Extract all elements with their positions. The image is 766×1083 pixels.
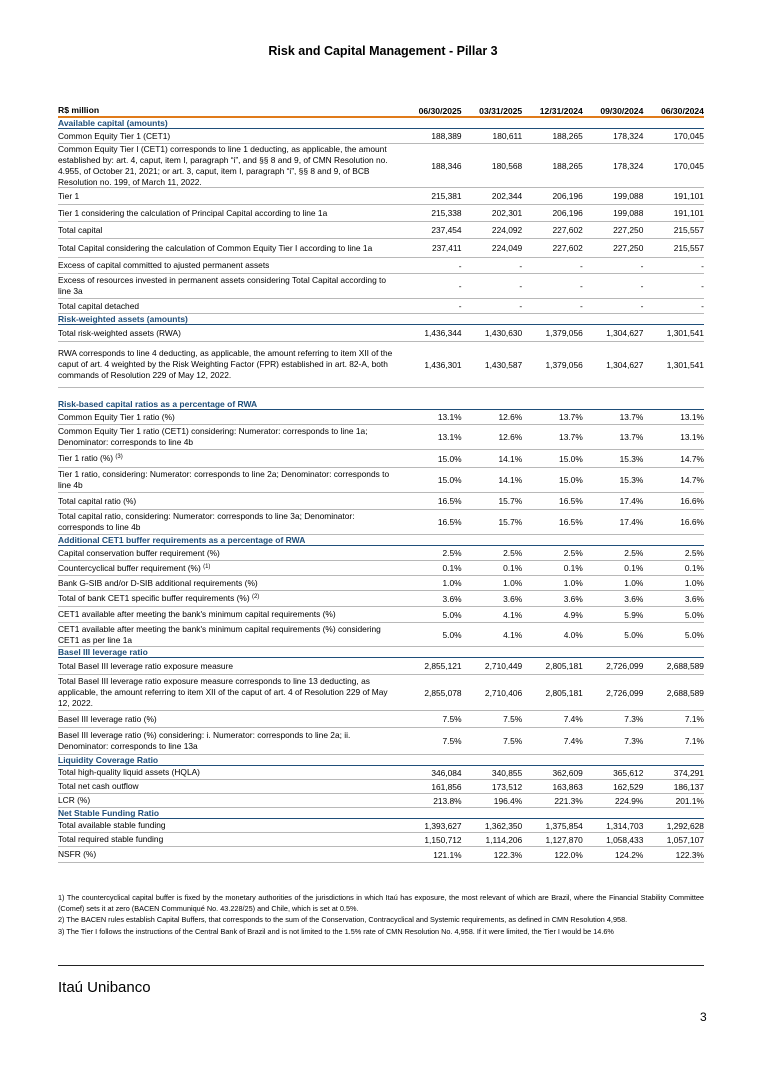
value-cell: 2,855,121 (424, 661, 462, 671)
row-label-text: Total required stable funding (58, 834, 164, 844)
value-cell: 2,688,589 (666, 687, 704, 698)
value-cell: 213.8% (433, 795, 462, 806)
value-cell: 17.4% (619, 496, 644, 506)
value-cell: 1,375,854 (545, 820, 583, 831)
value-cell: 202,301 (491, 208, 523, 218)
row-label-text: Bank G-SIB and/or D-SIB additional requirements (%) (58, 577, 258, 588)
table-row (58, 450, 704, 468)
row-label (58, 661, 401, 672)
value-cell: 16.6% (680, 496, 704, 506)
row-label (58, 348, 401, 381)
value-cell: 188,265 (552, 131, 583, 141)
value-cell: 2,805,181 (545, 661, 583, 671)
row-label (58, 795, 401, 806)
row-label-text: Excess of resources invested in permanent assets considering Total Capital according to line 3a (58, 275, 387, 296)
row-label-text: Common Equity Tier I (CET1) corresponds to line 1 deducting, as applicable, the amount established by: art. 4, caput, item I, paragraph “i”, and §§ 8 and 9, of CMN Resolution no. 4.955, of October 21, 2021; or art. 3, caput, item I, paragraph “i”, §§ 8 and 9, of BCB Resolution no. 199, of March 11, 2022. (58, 143, 388, 187)
value-cell: 215,557 (673, 225, 704, 235)
table-row (58, 833, 704, 847)
value-cell: 5.9% (624, 609, 644, 620)
row-label (58, 191, 401, 202)
value-cell: 227,250 (613, 225, 644, 235)
row-label (58, 131, 401, 142)
value-cell: 7.5% (442, 714, 462, 724)
header-date: 09/30/2024 (600, 106, 644, 116)
row-label-text: Common Equity Tier 1 ratio (%) (58, 411, 175, 422)
row-label (58, 275, 401, 297)
value-cell: 1,436,344 (424, 328, 462, 338)
row-label (58, 301, 401, 312)
value-cell: 15.3% (619, 453, 644, 464)
value-cell: 365,612 (613, 767, 644, 778)
value-cell: 5.0% (684, 629, 704, 640)
row-label-text: Countercyclical buffer requirement (%) (58, 562, 201, 573)
section-header: Liquidity Coverage Ratio (58, 755, 704, 766)
value-cell: 215,557 (673, 243, 704, 253)
value-cell: 224,092 (491, 225, 523, 235)
value-cell: 2,726,099 (606, 661, 644, 671)
section-header: Additional CET1 buffer requirements as a percentage of RWA (58, 535, 704, 546)
value-cell: 227,602 (552, 225, 583, 235)
value-cell: 227,602 (552, 243, 583, 253)
value-cell: 206,196 (552, 191, 583, 201)
footnotes (58, 893, 704, 938)
footnote-ref: (2) (251, 594, 260, 600)
table-row (58, 468, 704, 493)
value-cell: 2,710,449 (484, 661, 523, 671)
value-cell: 1,301,541 (666, 359, 704, 370)
value-cell: 199,088 (613, 208, 644, 218)
value-cell: 14.7% (680, 475, 704, 485)
value-cell: 1,304,627 (606, 359, 644, 370)
table-row (58, 299, 704, 314)
footer-divider (58, 965, 704, 966)
table-row (58, 546, 704, 561)
value-cell: 1,379,056 (545, 328, 583, 338)
value-cell: 1,304,627 (606, 328, 644, 338)
value-cell: 0.1% (624, 563, 644, 573)
value-cell: 199,088 (613, 191, 644, 201)
row-label (58, 609, 401, 620)
value-cell: 7.5% (503, 714, 523, 724)
table-header (58, 101, 704, 118)
value-cell: 15.0% (559, 453, 583, 464)
value-cell: 374,291 (673, 767, 704, 778)
value-cell: 1.0% (503, 578, 523, 588)
table-row (58, 591, 704, 607)
section-header: Risk-based capital ratios as a percentage of RWA (58, 399, 704, 410)
value-cell: 7.3% (624, 714, 644, 724)
value-cell: - (519, 281, 523, 291)
footnote-ref: (1) (203, 563, 211, 570)
table-row (58, 675, 704, 711)
value-cell: 15.0% (437, 475, 462, 485)
row-label (58, 834, 401, 845)
row-label (58, 469, 401, 491)
table-row (58, 794, 704, 808)
row-label-text: Tier 1 ratio (%) (58, 453, 114, 463)
row-label-text: Total high-quality liquid assets (HQLA) (58, 767, 200, 777)
value-cell: 122.0% (554, 849, 583, 860)
row-label-text: Total capital (58, 224, 103, 235)
value-cell: 5.0% (442, 609, 462, 620)
row-label (58, 511, 401, 533)
value-cell: - (579, 281, 583, 291)
row-label-text: Total capital ratio (%) (58, 495, 137, 506)
value-cell: 215,381 (431, 191, 462, 201)
table-row (58, 325, 704, 342)
row-label-text: Basel III leverage ratio (%) considering: i. Numerator: corresponds to line 2a; ii. Denominator: corresponds to line 13a (58, 730, 351, 751)
value-cell: 206,196 (552, 208, 583, 218)
row-label (58, 676, 401, 709)
value-cell: 16.6% (680, 517, 704, 527)
value-cell: 1.0% (442, 578, 462, 588)
value-cell: 224,049 (491, 243, 523, 253)
row-label (58, 225, 401, 236)
row-label (58, 714, 401, 725)
table-row (58, 728, 704, 755)
page-number: 3 (700, 1010, 707, 1024)
table-row (58, 576, 704, 591)
value-cell: 0.1% (442, 563, 462, 573)
value-cell: 188,389 (431, 131, 462, 141)
value-cell: 1,430,630 (484, 328, 523, 338)
value-cell: 202,344 (491, 191, 523, 201)
row-label (58, 453, 401, 464)
value-cell: 3.6% (442, 593, 462, 604)
value-cell: 215,338 (431, 208, 462, 218)
header-date: 06/30/2024 (660, 106, 704, 116)
value-cell: 2.5% (442, 548, 462, 558)
value-cell: 122.3% (675, 849, 704, 860)
value-cell: - (640, 301, 644, 311)
header-date: 12/31/2024 (539, 106, 583, 116)
footnote: 2) The BACEN rules establish Capital Buffers, that corresponds to the sum of the Conservation, Contracyclical and Systemic requirements, as defined in CMN Resolution 4,958. (58, 915, 628, 925)
value-cell: 124.2% (614, 849, 644, 860)
row-label-text: CET1 available after meeting the bank's minimum capital requirements (%) (58, 609, 336, 619)
value-cell: - (640, 281, 644, 291)
value-cell: 1,127,870 (545, 834, 583, 845)
value-cell: 3.6% (503, 593, 523, 604)
row-label (58, 496, 401, 507)
footnote-ref: (3) (115, 454, 123, 460)
table-row (58, 425, 704, 450)
value-cell: 1,292,628 (666, 820, 704, 831)
value-cell: 180,611 (492, 131, 523, 141)
row-label (58, 260, 401, 271)
section-header: Net Stable Funding Ratio (58, 808, 704, 819)
value-cell: 221.3% (554, 795, 583, 806)
value-cell: 170,045 (673, 160, 704, 171)
value-cell: 2.5% (503, 548, 523, 558)
row-label-text: Total Basel III leverage ratio exposure measure (58, 660, 234, 671)
value-cell: 186,137 (673, 781, 704, 792)
section-header: Basel III leverage ratio (58, 647, 704, 658)
value-cell: 2.5% (563, 548, 583, 558)
value-cell: 170,045 (673, 131, 704, 141)
value-cell: 191,101 (673, 208, 704, 218)
value-cell: 4.1% (503, 629, 523, 640)
value-cell: 15.3% (619, 475, 644, 485)
value-cell: 12.6% (498, 412, 523, 422)
row-label-text: Total Basel III leverage ratio exposure measure corresponds to line 13 deducting, as applicable, the amount referring to item XII of the caput of art. 4 of Resolution 229 of May 12, 2022. (58, 676, 388, 708)
row-label-text: Capital conservation buffer requirement (%) (58, 547, 220, 558)
value-cell: 188,346 (431, 160, 462, 171)
row-label (58, 426, 401, 448)
value-cell: 162,529 (613, 781, 644, 792)
row-label (58, 243, 401, 254)
row-label (58, 578, 401, 589)
value-cell: 1,058,433 (606, 834, 644, 845)
row-label (58, 328, 401, 339)
row-label (58, 624, 401, 646)
table-body (58, 118, 704, 863)
value-cell: 16.5% (437, 496, 462, 506)
section-header: Risk-weighted assets (amounts) (58, 314, 704, 325)
value-cell: 1,314,703 (606, 820, 644, 831)
header-date: 06/30/2025 (418, 106, 462, 116)
table-row (58, 342, 704, 388)
table-row (58, 510, 704, 535)
row-label-text: Total capital ratio, considering: Numerator: corresponds to line 3a; Denominator: corresponds to line 4b (58, 511, 355, 532)
key-metrics-table (58, 101, 704, 863)
row-label (58, 412, 401, 423)
row-label-text: Tier 1 ratio, considering: Numerator: corresponds to line 2a; Denominator: corresponds to line 4b (58, 469, 390, 490)
value-cell: 2,805,181 (545, 687, 583, 698)
table-row (58, 847, 704, 863)
value-cell: 14.1% (498, 475, 523, 485)
value-cell: 1,430,587 (484, 359, 523, 370)
row-label-text: Total available stable funding (58, 820, 166, 830)
value-cell: 163,863 (552, 781, 583, 792)
row-label-text: Excess of capital committed to ajusted permanent assets (58, 260, 270, 270)
value-cell: - (458, 301, 462, 311)
value-cell: 237,454 (431, 225, 462, 235)
table-row (58, 711, 704, 728)
value-cell: - (701, 301, 704, 311)
value-cell: 7.4% (563, 736, 583, 746)
value-cell: 2,710,406 (484, 687, 523, 698)
value-cell: 1,301,541 (666, 328, 704, 338)
value-cell: 4.0% (563, 629, 583, 640)
value-cell: 196.4% (493, 795, 523, 806)
value-cell: 201.1% (675, 795, 704, 806)
table-row (58, 607, 704, 623)
value-cell: 14.1% (498, 453, 523, 464)
value-cell: 12.6% (498, 432, 523, 442)
table-row (58, 144, 704, 188)
value-cell: 2,726,099 (606, 687, 644, 698)
table-row (58, 766, 704, 780)
row-label (58, 781, 401, 792)
row-label (58, 767, 401, 778)
value-cell: 15.7% (498, 496, 523, 506)
row-label-text: Total capital detached (58, 300, 140, 311)
page-title: Risk and Capital Management - Pillar 3 (268, 44, 498, 58)
value-cell: 1.0% (563, 578, 583, 588)
table-row (58, 561, 704, 576)
value-cell: 188,265 (552, 160, 583, 171)
value-cell: 173,512 (491, 781, 523, 792)
row-label-text: Total of bank CET1 specific buffer requirements (%) (58, 593, 250, 603)
value-cell: 16.5% (437, 517, 462, 527)
value-cell: - (701, 281, 704, 291)
value-cell: 362,609 (552, 767, 583, 778)
row-label-text: NSFR (%) (58, 849, 97, 859)
value-cell: 340,855 (491, 767, 523, 778)
value-cell: - (579, 301, 583, 311)
table-row (58, 129, 704, 144)
value-cell: 178,324 (613, 131, 644, 141)
value-cell: - (458, 260, 462, 271)
row-label-text: LCR (%) (58, 795, 91, 805)
value-cell: 191,101 (673, 191, 704, 201)
value-cell: 237,411 (431, 243, 462, 253)
value-cell: 15.7% (498, 517, 523, 527)
value-cell: 1.0% (624, 578, 644, 588)
value-cell: 2.5% (684, 548, 704, 558)
value-cell: 224.9% (614, 795, 644, 806)
value-cell: - (640, 260, 644, 271)
table-row (58, 493, 704, 510)
header-date: 03/31/2025 (479, 106, 523, 116)
value-cell: 13.7% (619, 412, 644, 422)
value-cell: 180,568 (491, 160, 523, 171)
row-label-text: Tier 1 (58, 190, 80, 201)
value-cell: 1,393,627 (424, 820, 462, 831)
value-cell: 16.5% (559, 517, 583, 527)
value-cell: 13.1% (437, 432, 462, 442)
value-cell: 3.6% (563, 593, 583, 604)
row-label (58, 849, 401, 860)
table-row (58, 623, 704, 647)
value-cell: 178,324 (613, 160, 644, 171)
row-label (58, 548, 401, 559)
value-cell: 7.5% (503, 736, 523, 746)
value-cell: 7.1% (684, 714, 704, 724)
value-cell: 3.6% (624, 593, 644, 604)
value-cell: 4.1% (503, 609, 523, 620)
row-label (58, 820, 401, 831)
value-cell: 5.0% (442, 629, 462, 640)
value-cell: 1,114,206 (485, 834, 523, 845)
table-row (58, 780, 704, 794)
value-cell: 13.7% (559, 432, 583, 442)
value-cell: 161,856 (431, 781, 462, 792)
row-label-text: Common Equity Tier 1 ratio (CET1) considering: Numerator: corresponds to line 1a; Denominator: corresponds to line 4b (58, 426, 368, 447)
value-cell: 7.3% (624, 736, 644, 746)
row-label-text: Common Equity Tier 1 (CET1) (58, 130, 171, 141)
value-cell: 122.3% (493, 849, 523, 860)
value-cell: 1.0% (684, 578, 704, 588)
value-cell: 15.0% (559, 475, 583, 485)
value-cell: 14.7% (680, 453, 704, 464)
value-cell: 0.1% (684, 563, 704, 573)
value-cell: 13.1% (680, 412, 704, 422)
row-label-text: Total net cash outflow (58, 781, 139, 791)
value-cell: 1,150,712 (424, 834, 462, 845)
value-cell: - (519, 301, 523, 311)
row-label-text: Total Capital considering the calculation of Common Equity Tier I according to line 1a (58, 242, 373, 253)
value-cell: 227,250 (613, 243, 644, 253)
value-cell: - (701, 260, 704, 271)
value-cell: 7.4% (563, 714, 583, 724)
value-cell: 7.5% (442, 736, 462, 746)
value-cell: 5.0% (684, 609, 704, 620)
value-cell: 4.9% (563, 609, 583, 620)
value-cell: 1,362,350 (484, 820, 523, 831)
value-cell: - (579, 260, 583, 271)
row-label (58, 730, 401, 752)
table-row (58, 188, 704, 205)
table-row (58, 274, 704, 299)
value-cell: 0.1% (563, 563, 583, 573)
row-label (58, 144, 401, 188)
table-row (58, 239, 704, 258)
table-row (58, 258, 704, 274)
value-cell: 2,855,078 (424, 687, 462, 698)
value-cell: 13.7% (619, 432, 644, 442)
value-cell: 121.1% (433, 849, 462, 860)
value-cell: 13.7% (559, 412, 583, 422)
table-row (58, 222, 704, 239)
row-label (58, 593, 401, 604)
value-cell: - (519, 260, 523, 271)
value-cell: 17.4% (619, 517, 644, 527)
value-cell: 7.1% (684, 736, 704, 746)
row-label-text: RWA corresponds to line 4 deducting, as applicable, the amount referring to item XII of the caput of art. 4 weighted by the Risk Weighting Factor (FPR) established in art. 82-A, both commands of Resolution 229 of May 12, 2022. (58, 348, 393, 380)
value-cell: 346,084 (431, 767, 462, 778)
footnote: 3) The Tier I follows the instructions of the Central Bank of Brazil and is not limited to the 1.5% rate of CMN Resolution No. 4,958. If it were limited, the Tier I would be 14.6% (58, 926, 614, 936)
table-row (58, 658, 704, 675)
value-cell: - (458, 281, 462, 291)
table-row (58, 819, 704, 833)
value-cell: 0.1% (503, 563, 523, 573)
table-row (58, 205, 704, 222)
value-cell: 13.1% (437, 412, 462, 422)
value-cell: 15.0% (437, 453, 462, 464)
row-label-text: Tier 1 considering the calculation of Principal Capital according to line 1a (58, 207, 328, 218)
section-header: Available capital (amounts) (58, 118, 704, 129)
value-cell: 2,688,589 (666, 661, 704, 671)
value-cell: 5.0% (624, 629, 644, 640)
row-label-text: Basel III leverage ratio (%) (58, 713, 157, 724)
value-cell: 2.5% (624, 548, 644, 558)
row-label (58, 208, 401, 219)
value-cell: 1,436,301 (424, 359, 462, 370)
value-cell: 3.6% (684, 593, 704, 604)
row-label-text: Total risk-weighted assets (RWA) (58, 327, 181, 338)
brand-name: Itaú Unibanco (58, 979, 151, 996)
value-cell: 13.1% (680, 432, 704, 442)
value-cell: 1,057,107 (666, 834, 704, 845)
row-label-text: CET1 available after meeting the bank's minimum capital requirements (%) considering CET1 as per line 1a (58, 623, 381, 645)
table-row (58, 410, 704, 425)
value-cell: 16.5% (559, 496, 583, 506)
row-label (58, 563, 401, 574)
header-unit: R$ million (58, 105, 100, 115)
value-cell: 1,379,056 (545, 359, 583, 370)
footnote: 1) The countercyclical capital buffer is fixed by the monetary authorities of the jurisdictions in which Itaú has exposure, the most relevant of which are Brazil, where the Financial Stability Committee (Comef) sets it at zero (BACEN Communiqué No. 43.228/25) and Chile, which is set at 0.5%. (58, 893, 704, 913)
